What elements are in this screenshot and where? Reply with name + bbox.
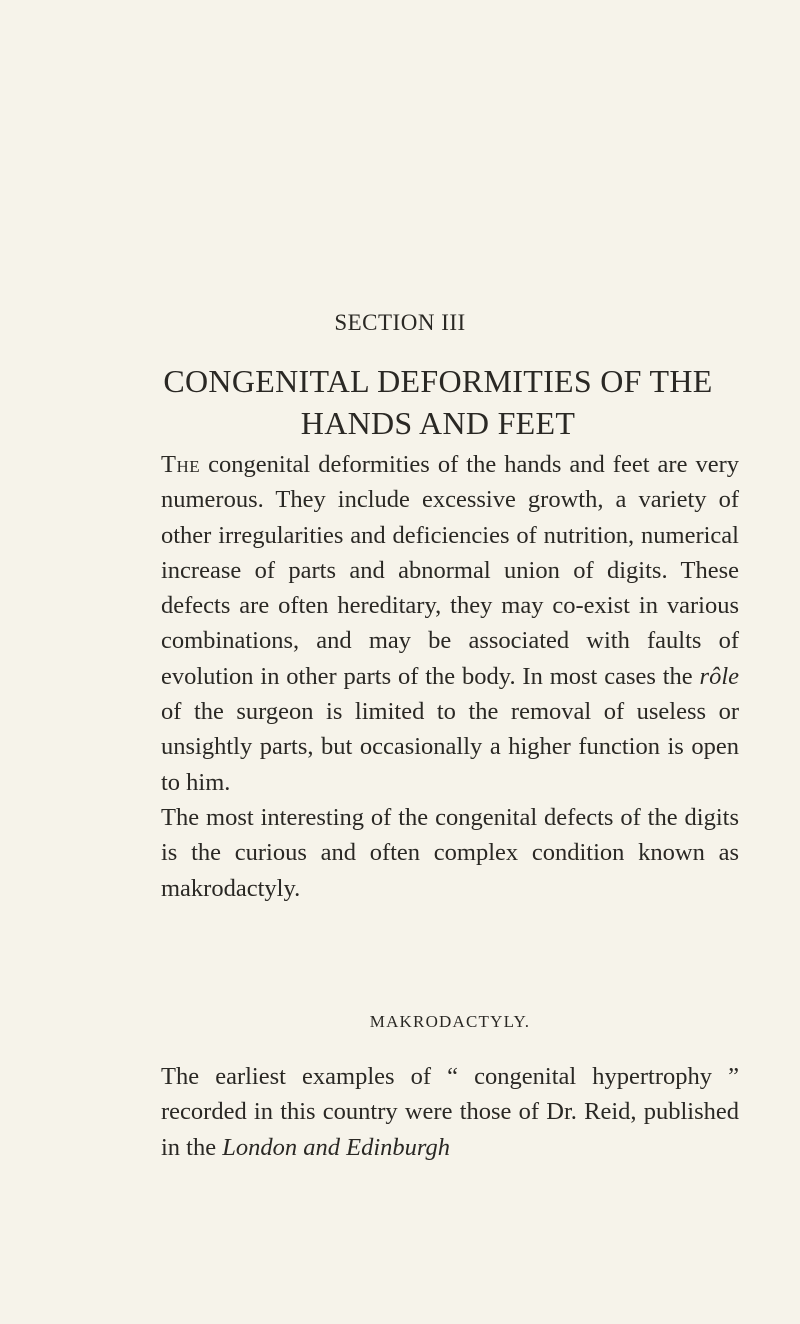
paragraph-earliest-examples-text: The earliest examples of “ congenital hypertrophy ” recorded in this country were those of Dr. Reid, published in the bbox=[161, 1063, 739, 1161]
paragraph-intro-text-after: of the surgeon is limited to the removal of useless or unsightly parts, but occasionally a higher function is open to him. bbox=[161, 698, 739, 796]
paragraph-earliest-examples bbox=[161, 1059, 739, 1165]
italic-journal-title: London and Edinburgh bbox=[222, 1133, 451, 1161]
paragraph-makrodactyly-intro bbox=[161, 800, 739, 906]
italic-role-word: rôle bbox=[699, 662, 739, 690]
chapter-title bbox=[0, 360, 800, 444]
paragraph-makrodactyly-text: The most interesting of the congenital defects of the digits is the curious and often complex condition known as makrodactyly. bbox=[161, 804, 739, 902]
chapter-title-line-1: CONGENITAL DEFORMITIES OF THE bbox=[163, 363, 713, 399]
section-label: SECTION III bbox=[334, 310, 466, 335]
paragraph-intro bbox=[161, 447, 739, 800]
paragraph-lead-word: The bbox=[161, 451, 201, 478]
paragraph-intro-text: congenital deformities of the hands and feet are very numerous. They include excessive growth, a variety of other irregularities and deficiencies of nutrition, numerical increase of parts and abnormal union of digits. These defects are often hereditary, they may co-exist in various combinations, and may be associated with faults of evolution in other parts of the body. In most cases the bbox=[161, 451, 740, 690]
chapter-title-line-2: HANDS AND FEET bbox=[300, 405, 576, 441]
subheading: MAKRODACTYLY. bbox=[369, 1012, 531, 1031]
